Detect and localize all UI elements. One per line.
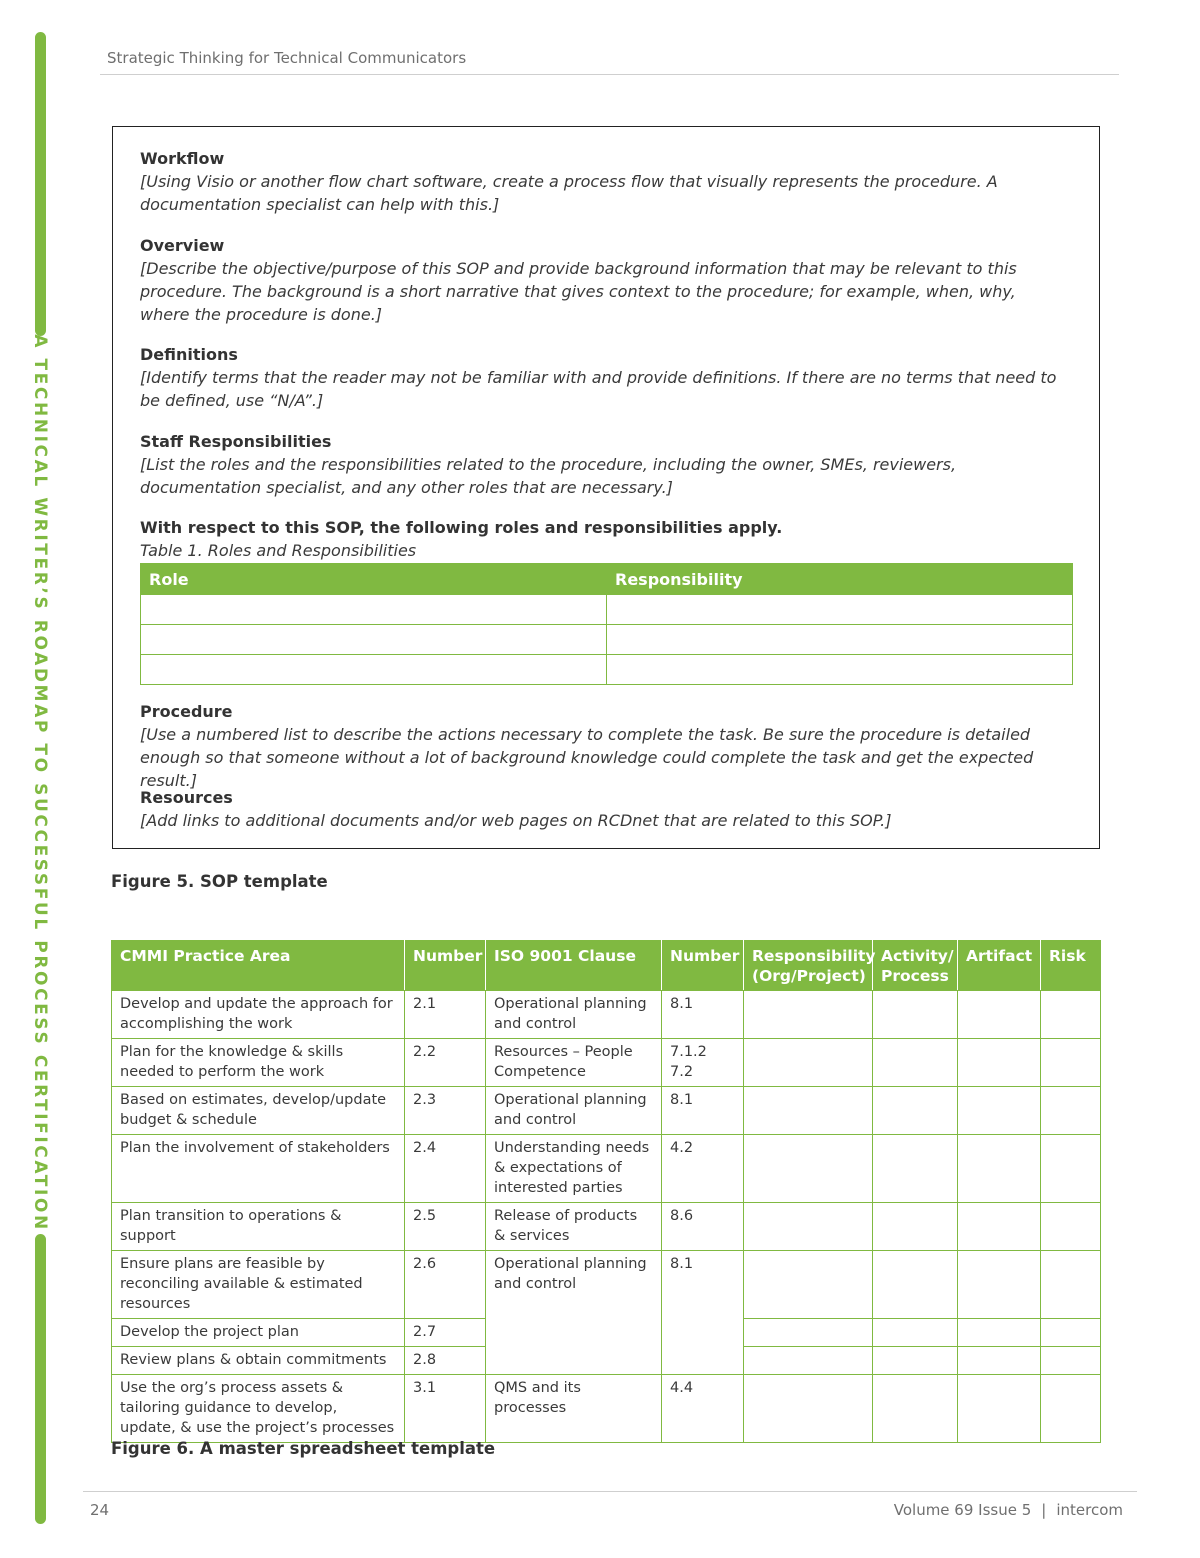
publication-name: intercom [1056, 1501, 1123, 1519]
artifact-cell [958, 1203, 1041, 1251]
staff-responsibilities-section [140, 430, 1070, 499]
risk-cell [1041, 991, 1101, 1039]
activity-cell [873, 1087, 958, 1135]
running-header: Strategic Thinking for Technical Communicators [107, 49, 467, 67]
risk-cell [1041, 1087, 1101, 1135]
responsibility-cell [744, 1375, 873, 1443]
clause-number-cell-merged: 8.1 [662, 1251, 744, 1375]
figure-6-caption: Figure 6. A master spreadsheet template [111, 1439, 496, 1458]
table-row [112, 1039, 1101, 1087]
table-row [112, 1251, 1101, 1319]
table-row [112, 1087, 1101, 1135]
roles-responsibilities-table [140, 563, 1073, 685]
clause-number-line: 7.2 [670, 1064, 694, 1080]
activity-cell [873, 1251, 958, 1319]
table-row [112, 1135, 1101, 1203]
practice-cell: Review plans & obtain commitments [112, 1347, 405, 1375]
header-divider [100, 74, 1119, 75]
definitions-section [140, 343, 1070, 412]
table-row [141, 625, 1073, 655]
practice-cell: Ensure plans are feasible by reconciling available & estimated resources [112, 1251, 405, 1319]
activity-cell [873, 1347, 958, 1375]
resources-body: [Add links to additional documents and/or web pages on RCDnet that are related to this SOP.] [140, 811, 892, 830]
clause-number-cell: 4.4 [662, 1375, 744, 1443]
practice-number-cell: 2.1 [405, 991, 486, 1039]
practice-number-cell: 2.3 [405, 1087, 486, 1135]
artifact-cell [958, 1135, 1041, 1203]
overview-section [140, 234, 1070, 326]
practice-cell: Plan the involvement of stakeholders [112, 1135, 405, 1203]
overview-body: [Describe the objective/purpose of this SOP and provide background information that may be relevant to this procedure. The background is a short narrative that gives context to the procedure; for example, when, why, where the procedure is done.] [140, 259, 1017, 324]
workflow-section [140, 147, 1070, 216]
artifact-cell [958, 1039, 1041, 1087]
practice-number-cell: 2.8 [405, 1347, 486, 1375]
overview-heading: Overview [140, 236, 225, 255]
responsibility-cell [744, 1135, 873, 1203]
activity-cell [873, 1203, 958, 1251]
role-column-header: Role [141, 564, 607, 595]
staff-responsibilities-heading: Staff Responsibilities [140, 432, 332, 451]
table-row [112, 1375, 1101, 1443]
iso-number-header: Number [662, 941, 744, 991]
sidebar-vertical-title: A TECHNICAL WRITER’S ROADMAP TO SUCCESSFUL PROCESS CERTIFICATION [30, 334, 50, 1232]
role-cell [141, 625, 607, 655]
sop-template-box [112, 126, 1100, 849]
workflow-body: [Using Visio or another flow chart software, create a process flow that visually represents the procedure. A documentation specialist can help with this.] [140, 172, 998, 214]
practice-number-cell: 2.4 [405, 1135, 486, 1203]
footer-separator: | [1041, 1501, 1047, 1519]
responsibility-cell [744, 1347, 873, 1375]
activity-cell [873, 991, 958, 1039]
risk-cell [1041, 1347, 1101, 1375]
cmmi-practice-area-header: CMMI Practice Area [112, 941, 405, 991]
practice-number-cell: 2.2 [405, 1039, 486, 1087]
responsibility-cell [744, 1251, 873, 1319]
sidebar-accent-bar-top [35, 32, 46, 336]
artifact-header: Artifact [958, 941, 1041, 991]
risk-cell [1041, 1375, 1101, 1443]
practice-number-cell: 2.7 [405, 1319, 486, 1347]
responsibility-header: Responsibility (Org/Project) [744, 941, 873, 991]
activity-cell [873, 1039, 958, 1087]
master-spreadsheet-table [111, 940, 1101, 1443]
artifact-cell [958, 1375, 1041, 1443]
risk-cell [1041, 1319, 1101, 1347]
roles-intro-section [140, 516, 1070, 562]
staff-responsibilities-body: [List the roles and the responsibilities related to the procedure, including the owner, SMEs, reviewers, documentation specialist, and any other roles that are necessary.] [140, 455, 957, 497]
activity-process-header: Activity/ Process [873, 941, 958, 991]
responsibility-cell [744, 1319, 873, 1347]
activity-cell [873, 1319, 958, 1347]
clause-number-cell [662, 1039, 744, 1087]
definitions-body: [Identify terms that the reader may not be familiar with and provide definitions. If there are no terms that need to be defined, use “N/A”.] [140, 368, 1057, 410]
table-caption: Table 1. Roles and Responsibilities [140, 541, 417, 560]
clause-cell: QMS and its processes [486, 1375, 662, 1443]
artifact-cell [958, 1251, 1041, 1319]
clause-number-line: 7.1.2 [670, 1044, 707, 1060]
table-row [141, 595, 1073, 625]
table-row [141, 655, 1073, 685]
page-number: 24 [90, 1501, 110, 1519]
clause-number-cell: 8.6 [662, 1203, 744, 1251]
clause-cell: Resources – People Competence [486, 1039, 662, 1087]
practice-cell: Based on estimates, develop/update budget & schedule [112, 1087, 405, 1135]
role-cell [141, 595, 607, 625]
resources-heading: Resources [140, 788, 233, 807]
practice-cell: Develop and update the approach for accomplishing the work [112, 991, 405, 1039]
clause-cell-merged: Operational planning and control [486, 1251, 662, 1375]
practice-cell: Plan for the knowledge & skills needed to perform the work [112, 1039, 405, 1087]
clause-cell: Operational planning and control [486, 1087, 662, 1135]
practice-number-cell: 2.5 [405, 1203, 486, 1251]
clause-number-cell: 4.2 [662, 1135, 744, 1203]
artifact-cell [958, 1319, 1041, 1347]
responsibility-cell [744, 1039, 873, 1087]
workflow-heading: Workflow [140, 149, 225, 168]
risk-cell [1041, 1203, 1101, 1251]
practice-number-cell: 3.1 [405, 1375, 486, 1443]
table-row [112, 1203, 1101, 1251]
risk-cell [1041, 1039, 1101, 1087]
table-row [112, 991, 1101, 1039]
artifact-cell [958, 1347, 1041, 1375]
responsibility-cell [607, 655, 1073, 685]
clause-number-cell: 8.1 [662, 991, 744, 1039]
activity-cell [873, 1135, 958, 1203]
responsibility-cell [607, 625, 1073, 655]
artifact-cell [958, 991, 1041, 1039]
clause-number-cell: 8.1 [662, 1087, 744, 1135]
practice-cell: Plan transition to operations & support [112, 1203, 405, 1251]
volume-issue: Volume 69 Issue 5 [893, 1501, 1032, 1519]
risk-cell [1041, 1251, 1101, 1319]
iso-clause-header: ISO 9001 Clause [486, 941, 662, 991]
practice-number-cell: 2.6 [405, 1251, 486, 1319]
artifact-cell [958, 1087, 1041, 1135]
risk-header: Risk [1041, 941, 1101, 991]
clause-cell: Understanding needs & expectations of interested parties [486, 1135, 662, 1203]
issue-info [894, 1501, 1123, 1519]
responsibility-column-header: Responsibility [607, 564, 1073, 595]
clause-cell: Operational planning and control [486, 991, 662, 1039]
practice-cell: Develop the project plan [112, 1319, 405, 1347]
responsibility-cell [744, 1087, 873, 1135]
procedure-heading: Procedure [140, 702, 233, 721]
procedure-section [140, 700, 1070, 792]
activity-cell [873, 1375, 958, 1443]
cmmi-number-header: Number [405, 941, 486, 991]
clause-cell: Release of products & services [486, 1203, 662, 1251]
resources-section [140, 786, 1070, 832]
role-cell [141, 655, 607, 685]
procedure-body: [Use a numbered list to describe the actions necessary to complete the task. Be sure the procedure is detailed enough so that someone without a lot of background knowledge could complete the task and get the expected result.] [140, 725, 1034, 790]
responsibility-cell [744, 991, 873, 1039]
practice-cell: Use the org’s process assets & tailoring guidance to develop, update, & use the project’s processes [112, 1375, 405, 1443]
figure-5-caption: Figure 5. SOP template [111, 872, 328, 891]
master-table-header-row [112, 941, 1101, 991]
risk-cell [1041, 1135, 1101, 1203]
responsibility-cell [744, 1203, 873, 1251]
responsibility-cell [607, 595, 1073, 625]
roles-table-header-row [141, 564, 1073, 595]
roles-intro: With respect to this SOP, the following roles and responsibilities apply. [140, 518, 783, 537]
sidebar-accent-bar-bottom [35, 1234, 46, 1524]
footer-divider [83, 1491, 1137, 1492]
definitions-heading: Definitions [140, 345, 238, 364]
